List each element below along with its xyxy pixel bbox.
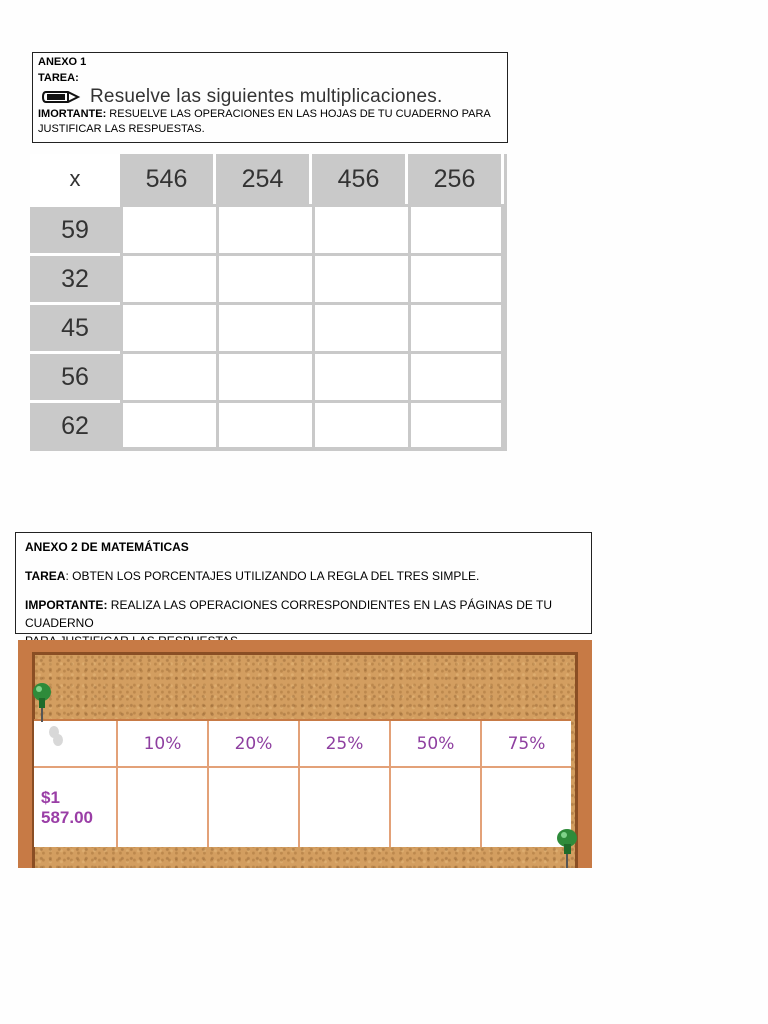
percentage-header: 50%: [391, 721, 482, 768]
percentage-header: 10%: [118, 721, 209, 768]
column-header: 254: [216, 154, 312, 204]
anexo1-importante-text2: JUSTIFICAR LAS RESPUESTAS.: [38, 123, 205, 135]
percentage-table: [34, 719, 571, 847]
row-header: 32: [30, 253, 120, 302]
anexo2-title: ANEXO 2 DE MATEMÁTICAS: [25, 540, 189, 554]
table-corner-x: x: [30, 154, 120, 204]
percentage-answer-cell[interactable]: [391, 768, 482, 847]
anexo1-tarea-label: TAREA:: [38, 72, 79, 84]
answer-cell[interactable]: [216, 351, 312, 400]
answer-cell[interactable]: [408, 302, 504, 351]
anexo2-importante-label: IMPORTANTE:: [25, 598, 108, 612]
answer-cell[interactable]: [120, 253, 216, 302]
answer-cell[interactable]: [312, 253, 408, 302]
percentage-header: 20%: [209, 721, 300, 768]
corkboard: [18, 640, 592, 868]
anexo2-importante-text: REALIZA LAS OPERACIONES CORRESPONDIENTES EN LAS PÁGINAS DE TU CUADERNO: [25, 598, 552, 630]
percentage-header: 75%: [482, 721, 571, 768]
answer-cell[interactable]: [408, 351, 504, 400]
column-header: 456: [312, 154, 408, 204]
pencil-icon: [42, 90, 82, 104]
anexo1-header-box: [32, 52, 508, 143]
multiplication-table: [30, 154, 507, 451]
answer-cell[interactable]: [120, 400, 216, 450]
answer-cell[interactable]: [408, 204, 504, 253]
anexo1-importante: [38, 107, 502, 137]
row-header: 62: [30, 400, 120, 450]
percentage-answer-cell[interactable]: [209, 768, 300, 847]
answer-cell[interactable]: [216, 204, 312, 253]
answer-cell[interactable]: [120, 204, 216, 253]
answer-cell[interactable]: [312, 204, 408, 253]
pushpin-icon: [554, 828, 580, 868]
row-header: 45: [30, 302, 120, 351]
answer-cell[interactable]: [120, 302, 216, 351]
anexo2-tarea-label: TAREA: [25, 569, 66, 583]
percentage-header: 25%: [300, 721, 391, 768]
column-header: 256: [408, 154, 504, 204]
answer-cell[interactable]: [120, 351, 216, 400]
anexo1-importante-text: RESUELVE LAS OPERACIONES EN LAS HOJAS DE TU CUADERNO PARA: [106, 108, 491, 120]
anexo1-instruction: Resuelve las siguientes multiplicaciones.: [90, 86, 443, 107]
answer-cell[interactable]: [216, 302, 312, 351]
answer-cell[interactable]: [216, 400, 312, 450]
answer-cell[interactable]: [312, 351, 408, 400]
answer-cell[interactable]: [216, 253, 312, 302]
anexo2-tarea-text: : OBTEN LOS PORCENTAJES UTILIZANDO LA REGLA DEL TRES SIMPLE.: [65, 569, 480, 583]
anexo1-title: ANEXO 1: [38, 56, 87, 68]
answer-cell[interactable]: [312, 302, 408, 351]
percentage-answer-cell[interactable]: [118, 768, 209, 847]
pin-shadow-icon: [46, 724, 66, 750]
answer-cell[interactable]: [312, 400, 408, 450]
answer-cell[interactable]: [408, 400, 504, 450]
row-header: 56: [30, 351, 120, 400]
answer-cell[interactable]: [408, 253, 504, 302]
anexo1-instruction-row: [38, 87, 502, 107]
row-header: 59: [30, 204, 120, 253]
column-header: 546: [120, 154, 216, 204]
percentage-answer-cell[interactable]: [300, 768, 391, 847]
amount-label: $1 587.00: [34, 768, 118, 847]
anexo1-importante-label: IMORTANTE:: [38, 108, 107, 120]
anexo2-header-box: [15, 532, 592, 634]
pushpin-icon: [30, 682, 54, 730]
